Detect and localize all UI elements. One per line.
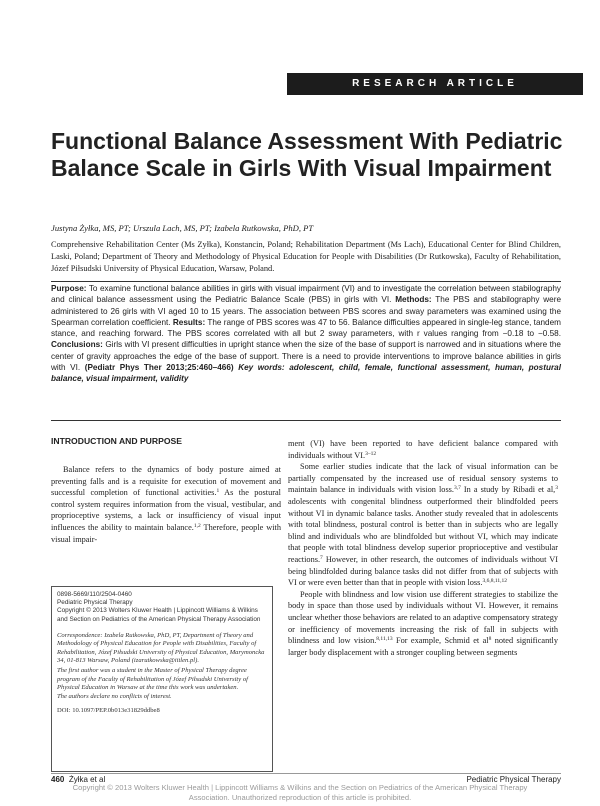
para-text: ment (VI) have been reported to have deficient balance compared with individuals without VI. <box>288 439 558 460</box>
author-list: Justyna Żyłka, MS, PT; Urszula Lach, MS, PT; Izabela Rutkowska, PhD, PT <box>51 223 314 233</box>
methods-label: Methods: <box>395 295 432 305</box>
citation-ref: 7 <box>320 554 323 561</box>
copyright-watermark <box>20 783 580 802</box>
intro-text-3: Therefore, people with visual impair- <box>51 522 281 544</box>
running-author: Żyłka et al <box>68 775 106 784</box>
citation-ref: 1 <box>216 488 220 495</box>
correspondence-label: Correspondence: <box>57 631 103 639</box>
results-text: The range of PBS scores was 47 to 56. Balance difficulties appeared in single-leg stance, tandem stance, and reaching forward. The PBS scores correlated with all but 2 sway parameters, with r values ranging from −0.18 to −0.58. <box>51 317 561 339</box>
intro-text-2: As the postural control system requires information from the visual, vestibular, and proprioceptive systems, a lack or insufficiency of visual input influences the ability to maintain balance. <box>51 488 281 532</box>
citation-ref: 3 <box>555 485 558 492</box>
paragraph <box>288 461 558 589</box>
citation-ref: 8 <box>488 636 492 643</box>
purpose-label: Purpose: <box>51 284 87 293</box>
keywords-label: Key words: <box>238 363 285 373</box>
para-text: People with blindness and low vision use different strategies to stabilize the body in space than those used by individuals without VI. However, it remains unclear whether those behaviors are related to an adaptive compensatory strategy or inefficiency of movements increasing the risk of fall in subjects with blindness and low vision. <box>288 589 558 646</box>
paragraph <box>288 589 558 659</box>
results-label: Results: <box>172 317 206 327</box>
para-text: However, in other research, the outcomes of individuals without VI being blindfolded during balance tasks did not differ from that of subjects with VI or were even better than that in people with vision loss. <box>288 554 558 588</box>
abstract-bottom-rule <box>51 420 561 421</box>
conclusions-label: Conclusions: <box>51 340 103 350</box>
citation-ref: 1,2 <box>193 522 201 529</box>
affiliations: Comprehensive Rehabilitation Center (Ms Zyłka), Konstancin, Poland; Rehabilitation Department (Ms Lach), Educational Center for Blind Children, Laski, Poland; Department of Theory and Methodology of Physical Education for People with Disabilities (Dr Rutkowska), Faculty of Rehabilitation, Józef Piłsudski University of Physical Education, Warsaw, Poland. <box>51 240 561 273</box>
para-text: Some earlier studies indicate that the lack of visual information can be partially compensated by the increased use of residual sensory systems to maintain balance in individuals with vision loss. <box>288 462 558 495</box>
issn: 0898-5669/110/2504-0460 <box>57 591 132 598</box>
methods-text: The PBS and stabilography were administered to 26 girls with VI aged 10 to 15 years. The association between PBS scores and sway parameters was examined using the Spearman correlation coefficient. <box>51 295 561 327</box>
citation-ref: 3,7 <box>453 485 461 492</box>
intro-paragraph <box>51 464 281 545</box>
journal-name: Pediatric Physical Therapy <box>57 599 133 607</box>
purpose-text: To examine functional balance abilities in girls with visual impairment (VI) and to investigate the correlation between stabilography and clinical balance assessment using the Pediatric Balance Scale (PBS) in girls with VI. <box>51 284 561 305</box>
copyright-line-2: Association. Unauthorized reproduction of this article is prohibited. <box>188 792 412 802</box>
abstract <box>51 283 561 385</box>
body-column-right <box>288 438 558 658</box>
article-type-banner: RESEARCH ARTICLE <box>287 73 583 95</box>
footer-journal: Pediatric Physical Therapy <box>466 775 561 784</box>
para-text: In a study by Ribadi et al, <box>463 485 556 495</box>
abstract-top-rule <box>51 281 561 282</box>
citation: (Pediatr Phys Ther 2013;25:460–466) <box>84 363 234 373</box>
section-heading: INTRODUCTION AND PURPOSE <box>51 436 182 446</box>
citation-ref: 3–12 <box>365 450 377 457</box>
copyright-notice: Copyright © 2013 Wolters Kluwer Health | Lippincott Williams & Wilkins and Section on Pediatrics of the American Physical Therapy Association <box>57 607 261 623</box>
conclusions-text: Girls with VI present difficulties in upright stance when the size of the base of support is narrowed and in situations where the center of gravity approaches the edge of the base of support. There is a need to provide interventions to improve balance abilities in girls with VI. <box>51 340 561 373</box>
doi: DOI: 10.1097/PEP.0b013e31829ddbe8 <box>57 707 160 715</box>
paragraph <box>288 438 558 461</box>
correspondence <box>57 632 267 666</box>
conflict-statement: The authors declare no conflicts of interest. <box>57 692 172 700</box>
body-column-left <box>51 464 281 545</box>
article-title: Functional Balance Assessment With Pediatric Balance Scale in Girls With Visual Impairment <box>51 128 563 181</box>
citation-ref: 3,6,8,11,12 <box>482 578 508 585</box>
correspondence-text: Izabela Rutkowska, PhD, PT, Department of Theory and Methodology of Physical Education for People with Disabilities, Faculty of Rehabilitation, Józef Piłsudski University of Physical Education, Marymoncka 34, 01-813 Warsaw, Poland (izarutkowska@iitlen.pl). <box>57 631 265 665</box>
page-number: 460 <box>51 775 65 784</box>
footer-rule <box>51 773 561 774</box>
para-text: adolescents with congenital blindness outperformed their blindfolded peers without VI in dynamic balance tasks. Another study revealed that in adolescents with total blindness, postural control is better than in subjects who are legally blind and individuals who are blindfolded but without VI, which may indicate that people with total blindness develop superior proprioceptive and vestibular reactions. <box>288 496 558 564</box>
citation-ref: 8,11,13 <box>376 636 393 643</box>
para-text: For example, Schmid et al <box>395 636 489 646</box>
keywords: adolescent, child, female, functional assessment, human, postural balance, visual impairment, validity <box>51 363 561 384</box>
article-info-box <box>51 586 273 772</box>
para-text: noted significantly larger body displacement with a stronger coupling between segments <box>288 636 558 657</box>
copyright-line-1: Copyright © 2013 Wolters Kluwer Health | Lippincott Williams & Wilkins and the Section on Pediatrics of the American Physical Therapy <box>72 783 528 792</box>
intro-text-1: Balance refers to the dynamics of body posture aimed at preventing falls and is a requisite for execution of movement and successful completion of functional activities. <box>51 465 281 498</box>
author-note: The first author was a student in the Master of Physical Therapy degree program of the Faculty of Rehabilitation of Józef Piłsudski University of Physical Education in Warsaw at the time this work was undertaken. <box>57 667 248 692</box>
